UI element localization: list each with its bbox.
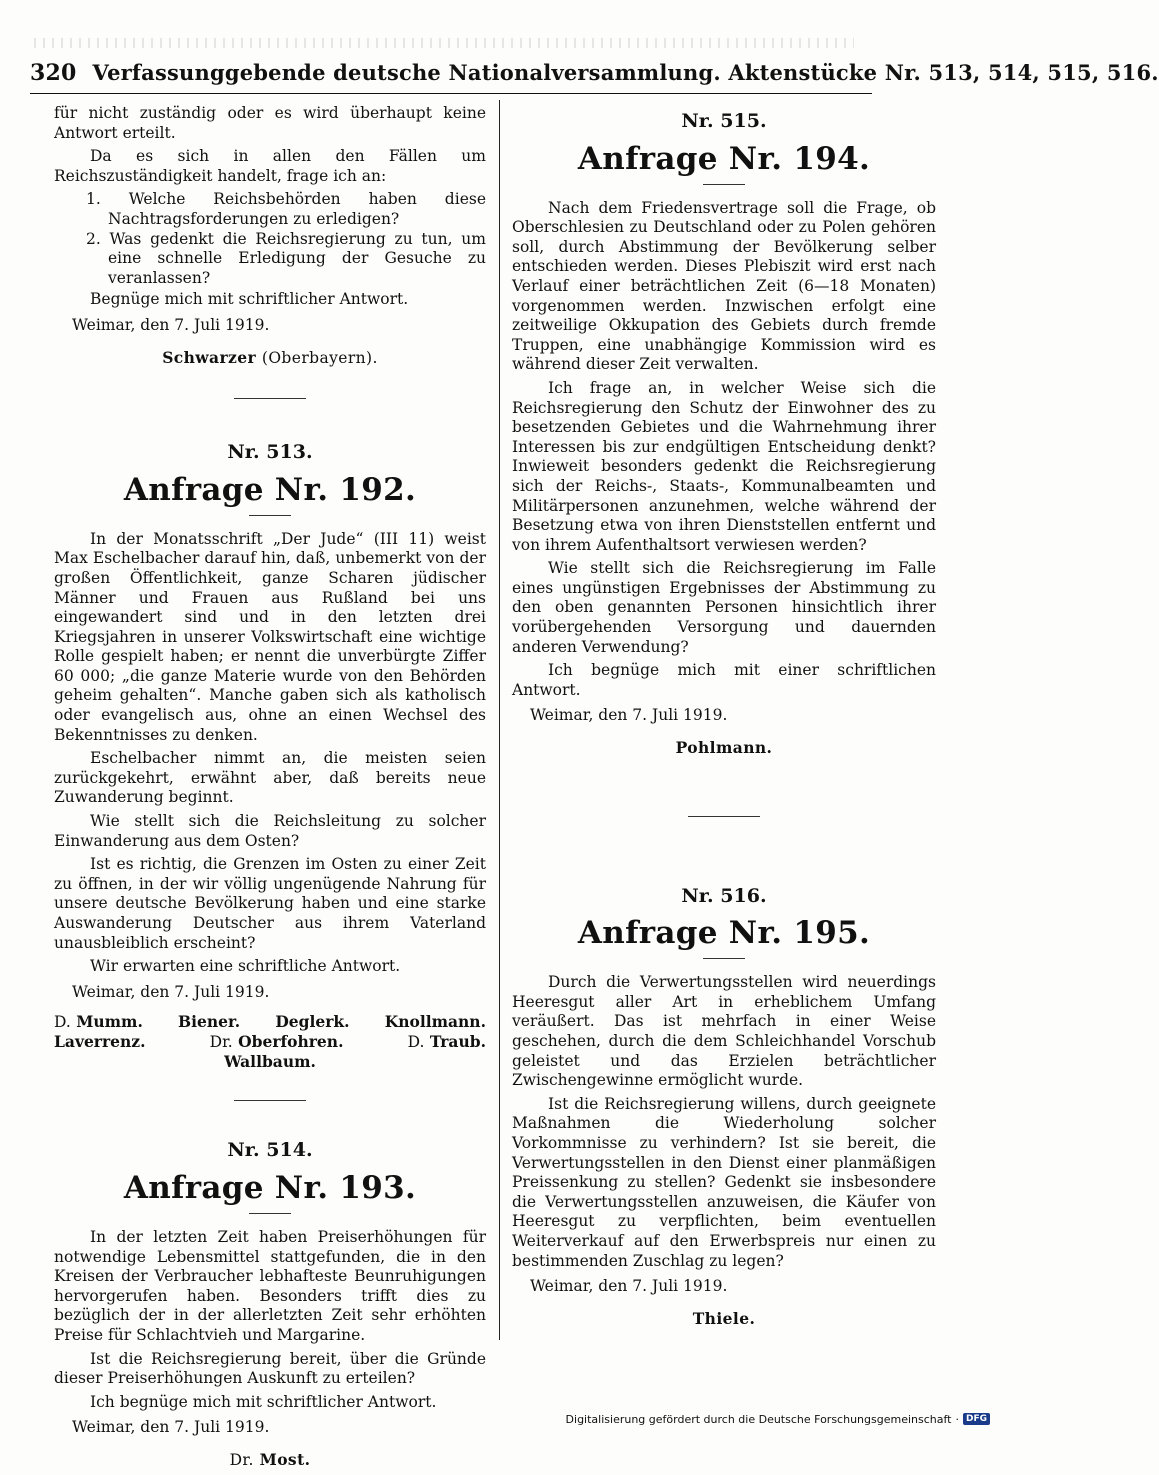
date-line: Weimar, den 7. Juli 1919. <box>72 982 270 1001</box>
signer-name: Knollmann. <box>384 1012 486 1032</box>
signer-name: Laverrenz. <box>54 1032 146 1052</box>
paragraph: Da es sich in allen den Fällen um Reichszuständigkeit handelt, frage ich an: <box>54 147 486 185</box>
section-separator <box>234 1100 306 1101</box>
date-line: Weimar, den 7. Juli 1919. <box>530 706 728 725</box>
title-rule <box>703 184 745 185</box>
signature <box>54 1450 486 1471</box>
signer-name: Deglerk. <box>275 1012 350 1032</box>
paragraph: für nicht zuständig oder es wird überhaupt keine Antwort erteilt. <box>54 104 486 142</box>
title-rule <box>249 515 291 516</box>
section-title: Anfrage Nr. 194. <box>577 140 871 177</box>
signer-name: Traub. <box>429 1032 486 1052</box>
header-rule <box>30 93 872 94</box>
signature <box>54 348 486 369</box>
section-title: Anfrage Nr. 193. <box>123 1169 417 1206</box>
signer-name: Wallbaum. <box>224 1052 316 1072</box>
date-line: Weimar, den 7. Juli 1919. <box>72 1418 270 1437</box>
section-separator <box>688 816 760 817</box>
signer-name: Oberfohren. <box>238 1032 344 1052</box>
paragraph: In der letzten Zeit haben Preiserhöhungen für notwendige Lebensmittel stattgefunden, die in den Kreisen der Verbraucher lebhafteste Beunruhigungen hervorgerufen haben. Besonders trifft dies zu bezüglich der in der allerletzten Zeit sehr erhöhten Preise für Schlachtvieh und Margarine. <box>54 1227 486 1344</box>
section-separator <box>234 398 306 399</box>
signer-title: D. <box>407 1033 425 1052</box>
signers-row <box>54 1012 486 1032</box>
date-line: Weimar, den 7. Juli 1919. <box>530 1277 728 1296</box>
paragraph: Ist die Reichsregierung bereit, über die Gründe dieser Preiserhöhungen Auskunft zu erteilen? <box>54 1349 486 1388</box>
list-item: 1. Welche Reichsbehörden haben diese Nachtragsforderungen zu erledigen? <box>86 190 486 228</box>
page-number: 320 <box>30 60 77 86</box>
signer-place: (Oberbayern). <box>261 348 378 367</box>
signer-name: Most. <box>259 1449 311 1469</box>
running-title: Verfassunggebende deutsche Nationalversammlung. Aktenstücke Nr. 513, 514, 515, 516. <box>92 60 1159 85</box>
title-rule <box>703 958 745 959</box>
paragraph: Eschelbacher nimmt an, die meisten seien zurückgekehrt, erwähnt aber, daß bereits neue Zuwanderung beginnt. <box>54 749 486 807</box>
signature <box>512 1309 936 1329</box>
left-column <box>54 104 486 1475</box>
running-header <box>30 60 1159 90</box>
section-number: Nr. 516. <box>681 884 767 907</box>
signer-name: Schwarzer <box>162 347 257 367</box>
signer-title: D. <box>54 1013 71 1032</box>
question-list <box>54 190 486 288</box>
signers-row <box>54 1052 486 1072</box>
paragraph: Nach dem Friedensvertrage soll die Frage, ob Oberschlesien zu Deutschland oder zu Polen gehören soll, durch Abstimmung der Bevölkerung selber entschieden werden. Dieses Plebiszit wird erst nach Verlauf einer beträchtlichen Zeit (6—18 Monaten) vorgenommen werden. Inzwischen erfolgt eine zeitweilige Okkupation des Gebiets durch fremde Truppen, eine unabhängige Kommission wird es während dieser Zeit verwalten. <box>512 198 936 374</box>
list-item: 2. Was gedenkt die Reichsregierung zu tun, um eine schnelle Erledigung der Gesuche zu veranlassen? <box>86 229 486 287</box>
digitization-footer: Digitalisierung gefördert durch die Deutsche Forschungsgemeinschaft · DFG <box>566 1411 990 1427</box>
signers-block <box>54 1012 486 1072</box>
signer-name: Pohlmann. <box>675 738 773 758</box>
paragraph: Wie stellt sich die Reichsleitung zu solcher Einwanderung aus dem Osten? <box>54 812 486 850</box>
column-divider <box>499 100 500 1340</box>
section-number: Nr. 513. <box>227 441 313 464</box>
paragraph: Ich begnüge mich mit schriftlicher Antwort. <box>90 1392 437 1411</box>
paragraph: Ich begnüge mich mit einer schriftlichen Antwort. <box>512 661 936 699</box>
paragraph: Durch die Verwertungsstellen wird neuerdings Heeresgut aller Art in erheblichem Umfang veräußert. Das ist mehrfach in einer Weise geschehen, durch die dem Schleichhandel Vorschub geleistet und das Erzielen beträchtlicher Zwischengewinne ermöglicht wurde. <box>512 973 936 1090</box>
title-rule <box>249 1213 291 1214</box>
paragraph: Ist es richtig, die Grenzen im Osten zu einer Zeit zu öffnen, in der wir völlig ungenügende Nahrung für unsere deutsche Bevölkerung haben und eine starke Auswanderung Deutscher aus ihrem Vaterland unausbleiblich erscheint? <box>54 855 486 952</box>
paragraph: Wir erwarten eine schriftliche Antwort. <box>90 957 401 976</box>
signature <box>512 738 936 758</box>
signers-row <box>54 1032 486 1052</box>
paragraph: In der Monatsschrift „Der Jude“ (III 11) weist Max Eschelbacher darauf hin, daß, unbemerkt von der großen Öffentlichkeit, ganze Scharen jüdischer Männer und Frauen aus Rußland bei uns eingewandert sind und in den letzten drei Kriegsjahren in unserer Volkswirtschaft eine wichtige Rolle gespielt haben; er nennt die unverbürgte Ziffer 60 000; „die ganze Materie wurde von den Behörden geheim gehalten“. Manche gaben sich als katholisch oder evangelisch aus, ohne an einen Wechsel des Bekenntnisses zu denken. <box>54 529 486 744</box>
right-column <box>512 104 936 1332</box>
signer-name: Mumm. <box>76 1012 143 1032</box>
paragraph: Ich frage an, in welcher Weise sich die Reichsregierung den Schutz der Einwohner des zu besetzenden Gebietes und die Wahrnehmung ihrer Interessen bis zur endgültigen Entscheidung denkt? Inwieweit besonders gedenkt die Reichsregierung sich der Reichs-, Staats-, Kommunalbeamten und Militärpersonen anzunehmen, welche während der Besetzung etwa von ihren Dienststellen entfernt und von ihrem Aufenthaltsort verwiesen werden? <box>512 378 936 554</box>
paragraph: Ist die Reichsregierung willens, durch geeignete Maßnahmen die Wiederholung solcher Vorkommnisse zu verhindern? Ist sie bereit, die Verwertungsstellen in den Dienst einer planmäßigen Preissenkung zu stellen? Gedenkt sie insbesondere die Verwertungsstellen anzuweisen, die Käufer von Heeresgut zu verpflichten, beim eventuellen Weiterverkauf auf den Erwerbspreis nur einen zu bestimmenden Zuschlag zu legen? <box>512 1094 936 1270</box>
footer-text: Digitalisierung gefördert durch die Deutsche Forschungsgemeinschaft <box>565 1412 952 1426</box>
signer-title: Dr. <box>209 1033 233 1052</box>
signer-title: Dr. <box>229 1450 254 1469</box>
section-title: Anfrage Nr. 192. <box>123 471 417 508</box>
section-title: Anfrage Nr. 195. <box>577 915 871 952</box>
section-number: Nr. 514. <box>227 1139 313 1162</box>
signer-name: Thiele. <box>692 1308 756 1328</box>
date-line: Weimar, den 7. Juli 1919. <box>72 315 270 334</box>
scan-noise <box>34 38 854 48</box>
dfg-logo-icon: DFG <box>963 1413 990 1425</box>
signer-name: Biener. <box>178 1012 241 1032</box>
paragraph: Wie stellt sich die Reichsregierung im Falle eines ungünstigen Ergebnisses der Abstimmung zu den oben genannten Personen hinsichtlich ihrer vorübergehenden Versorgung und dauernden anderen Verwendung? <box>512 559 936 656</box>
section-number: Nr. 515. <box>681 110 767 132</box>
paragraph: Begnüge mich mit schriftlicher Antwort. <box>90 290 409 309</box>
